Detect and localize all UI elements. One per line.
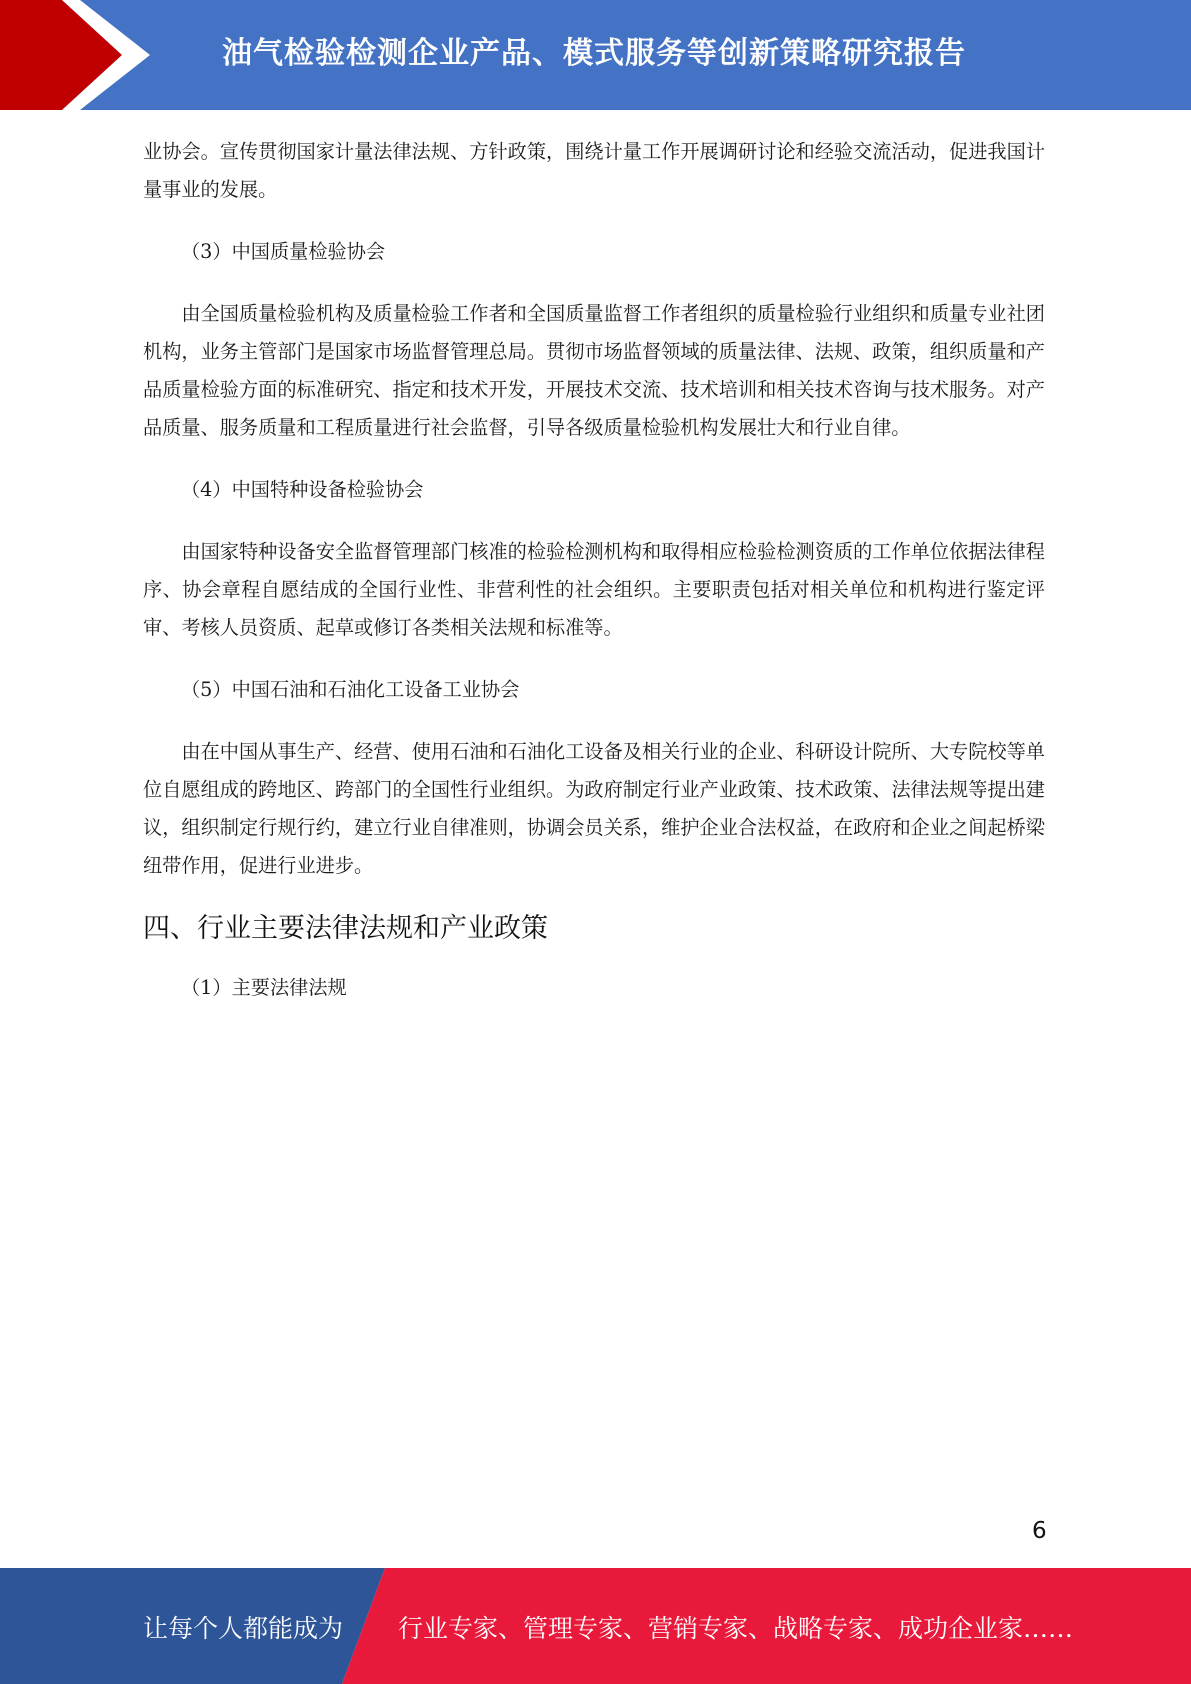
subheading-item-4: （4）中国特种设备检验协会 xyxy=(181,478,424,501)
section-heading-4: 四、行业主要法律法规和产业政策 xyxy=(143,913,548,944)
page-number: 6 xyxy=(1032,1518,1047,1544)
red-arrow-shape xyxy=(0,0,122,110)
report-title: 油气检验检测企业产品、模式服务等创新策略研究报告 xyxy=(222,36,966,71)
header-band xyxy=(0,0,1191,110)
footer-slogan-left: 让每个人都能成为 xyxy=(143,1614,344,1643)
document-body xyxy=(143,133,1045,1031)
footer-band xyxy=(0,1568,1191,1684)
footer-slogan-right: 行业专家、管理专家、营销专家、战略专家、成功企业家…… xyxy=(398,1614,1074,1643)
header-arrow-decoration xyxy=(0,0,160,110)
paragraph-item-3: 由全国质量检验机构及质量检验工作者和全国质量监督工作者组织的质量检验行业组织和质量专业社团机构，业务主管部门是国家市场监督管理总局。贯彻市场监督领域的质量法律、法规、政策，组织质量和产品质量检验方面的标准研究、指定和技术开发，开展技术交流、技术培训和相关技术咨询与技术服务。对产品质量、服务质量和工程质量进行社会监督，引导各级质量检验机构发展壮大和行业自律。 xyxy=(143,302,1045,439)
paragraph-item-4: 由国家特种设备安全监督管理部门核准的检验检测机构和取得相应检验检测资质的工作单位依据法律程序、协会章程自愿结成的全国行业性、非营利性的社会组织。主要职责包括对相关单位和机构进行鉴定评审、考核人员资质、起草或修订各类相关法规和标准等。 xyxy=(143,540,1045,639)
subheading-item-1: （1）主要法律法规 xyxy=(181,976,347,999)
subheading-item-5: （5）中国石油和石油化工设备工业协会 xyxy=(181,678,520,701)
subheading-item-3: （3）中国质量检验协会 xyxy=(181,240,386,263)
paragraph-continued: 业协会。宣传贯彻国家计量法律法规、方针政策，围绕计量工作开展调研讨论和经验交流活动，促进我国计量事业的发展。 xyxy=(143,140,1045,201)
paragraph-item-5: 由在中国从事生产、经营、使用石油和石油化工设备及相关行业的企业、科研设计院所、大专院校等单位自愿组成的跨地区、跨部门的全国性行业组织。为政府制定行业产业政策、技术政策、法律法规等提出建议，组织制定行规行约，建立行业自律准则，协调会员关系，维护企业合法权益，在政府和企业之间起桥梁纽带作用，促进行业进步。 xyxy=(143,740,1045,877)
